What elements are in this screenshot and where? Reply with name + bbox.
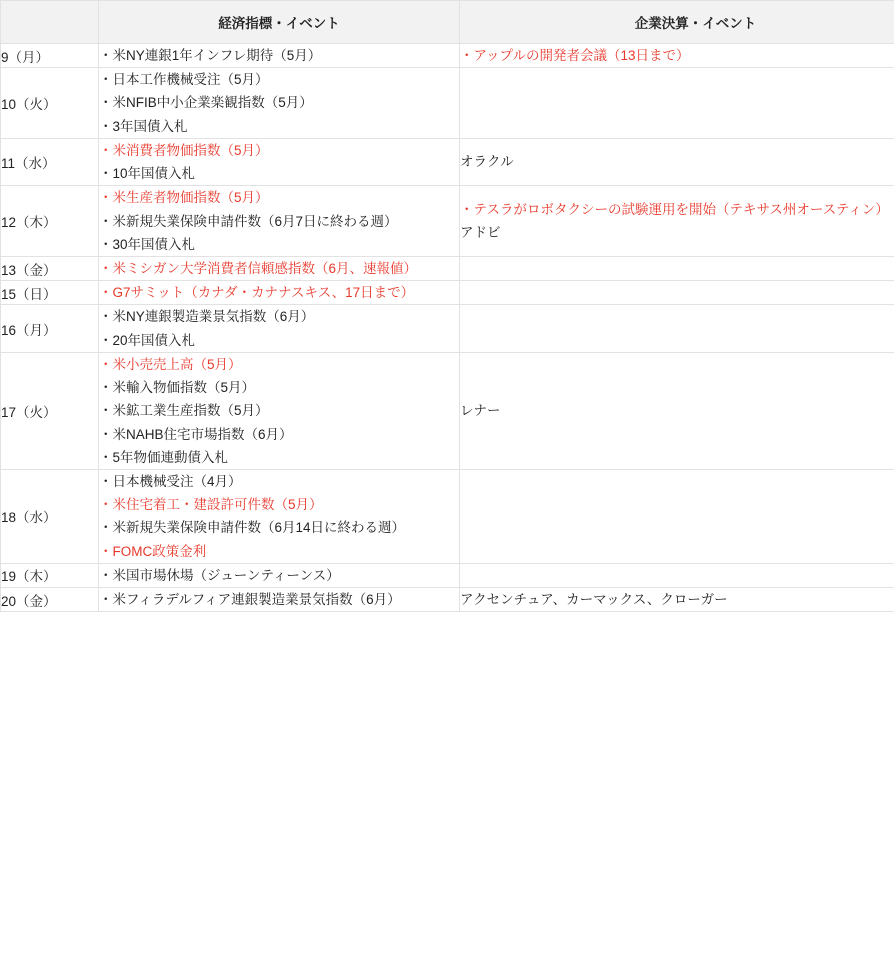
empty-placeholder [460,292,894,293]
economic-events-cell [99,68,460,139]
date-cell: 19（木） [1,563,99,587]
economic-event-item: ・3年国債入札 [99,118,188,134]
table-row [1,563,894,587]
corporate-event-item: ・テスラがロボタクシーの試験運用を開始（テキサス州オースティン） [460,201,889,217]
date-cell: 10（火） [1,68,99,139]
table-row [1,281,894,305]
economic-event-item: ・米住宅着工・建設許可件数（5月） [99,497,323,513]
corporate-event-item: アドビ [460,225,501,241]
economic-event-item: ・10年国債入札 [99,166,196,182]
economic-event-item: ・米鉱工業生産指数（5月） [99,403,269,419]
corporate-event-item: アクセンチュア、カーマックス、クローガー [460,592,728,608]
economic-events-cell [99,563,460,587]
economic-events-cell [99,588,460,612]
economic-event-item: ・20年国債入札 [99,332,196,348]
table-header [1,1,894,44]
date-cell: 16（月） [1,305,99,352]
corporate-events-cell [460,138,894,185]
economic-event-item: ・米NY連銀1年インフレ期待（5月） [99,48,322,63]
date-cell: 17（火） [1,352,99,469]
corporate-events-cell [460,563,894,587]
date-cell: 20（金） [1,588,99,612]
table-row [1,305,894,352]
economic-event-item: ・FOMC政策金利 [99,543,207,559]
economic-events-cell [99,256,460,280]
column-header-corporate: 企業決算・イベント [460,1,894,44]
economic-event-item: ・米生産者物価指数（5月） [99,190,269,206]
date-cell: 18（水） [1,469,99,563]
date-cell: 9（月） [1,44,99,68]
economic-event-item: ・5年物価連動債入札 [99,449,229,465]
table-row [1,68,894,139]
economic-event-item: ・米フィラデルフィア連銀製造業景気指数（6月） [99,592,401,608]
table-row [1,44,894,68]
corporate-events-cell [460,305,894,352]
economic-event-item: ・米NY連銀製造業景気指数（6月） [99,309,315,325]
empty-placeholder [460,575,894,576]
empty-placeholder [460,516,894,517]
corporate-events-cell [460,44,894,68]
corporate-events-cell [460,352,894,469]
table-row [1,256,894,280]
corporate-events-cell [460,588,894,612]
economic-event-item: ・米輸入物価指数（5月） [99,380,256,396]
corporate-events-cell [460,186,894,257]
corporate-events-cell [460,68,894,139]
economic-event-item: ・米消費者物価指数（5月） [99,142,269,158]
corporate-event-item: オラクル [460,154,514,170]
table-row [1,588,894,612]
empty-placeholder [460,103,894,104]
economic-events-cell [99,281,460,305]
date-cell: 12（木） [1,186,99,257]
economic-event-item: ・30年国債入札 [99,236,196,252]
economic-event-item: ・米NFIB中小企業楽観指数（5月） [99,95,313,111]
economic-events-cell [99,352,460,469]
economic-event-item: ・米新規失業保険申請件数（6月7日に終わる週） [99,213,398,229]
economic-event-item: ・米ミシガン大学消費者信頼感指数（6月、速報値） [99,260,418,276]
economic-events-cell [99,469,460,563]
economic-event-item: ・G7サミット（カナダ・カナナスキス、17日まで） [99,285,415,301]
corporate-event-item: ・アップルの開発者会議（13日まで） [460,48,690,63]
economic-events-cell [99,44,460,68]
table-row [1,469,894,563]
economic-event-item: ・米国市場休場（ジューンティーンス） [99,567,340,583]
column-header-economic: 経済指標・イベント [99,1,460,44]
economic-events-cell [99,305,460,352]
economic-event-item: ・米新規失業保険申請件数（6月14日に終わる週） [99,520,406,536]
table-header-row [1,1,894,44]
corporate-event-item: レナー [460,403,501,419]
column-header-date [1,1,99,44]
corporate-events-cell [460,281,894,305]
table-body [1,44,894,612]
table-row [1,352,894,469]
economic-event-item: ・日本機械受注（4月） [99,473,242,489]
empty-placeholder [460,328,894,329]
table-row [1,186,894,257]
corporate-events-cell [460,469,894,563]
economic-event-item: ・日本工作機械受注（5月） [99,72,269,88]
empty-placeholder [460,268,894,269]
corporate-events-cell [460,256,894,280]
date-cell: 11（水） [1,138,99,185]
date-cell: 13（金） [1,256,99,280]
economic-events-cell [99,186,460,257]
table-row [1,138,894,185]
economic-events-cell [99,138,460,185]
economic-event-item: ・米小売売上高（5月） [99,356,242,372]
economic-event-item: ・米NAHB住宅市場指数（6月） [99,426,293,442]
date-cell: 15（日） [1,281,99,305]
